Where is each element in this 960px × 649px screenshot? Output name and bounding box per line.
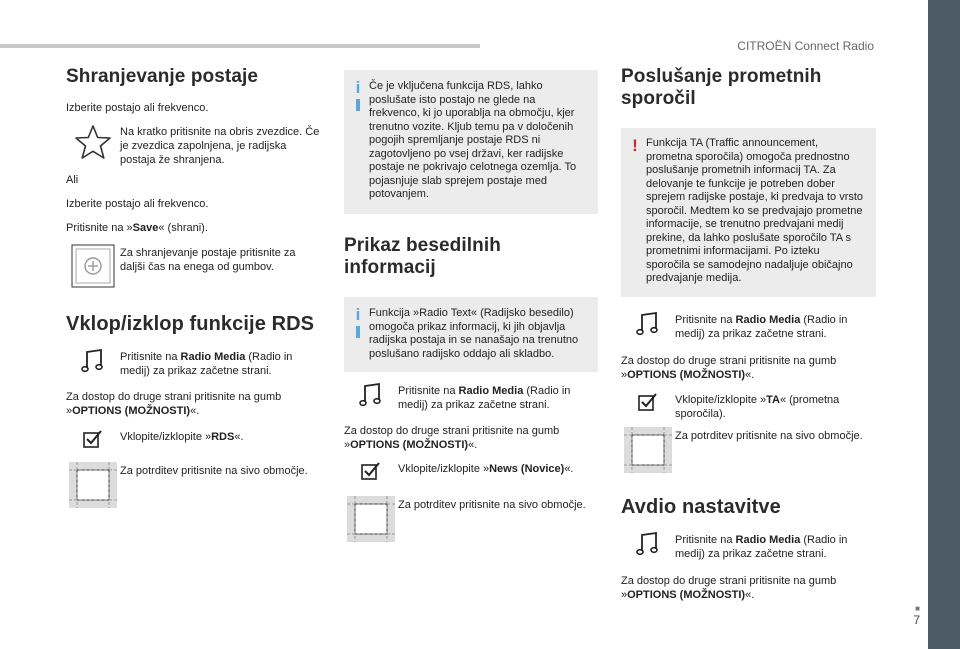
info-icon: i (353, 81, 363, 95)
step-star-text: Na kratko pritisnite na obris zvezdice. Če je zvezdica zapolnjena, je radijska postaja že shranjena. (120, 126, 320, 166)
plus-box-icon (66, 244, 120, 288)
step-toggle-ta-text: Vklopite/izklopite »TA« (prometna sporočila). (675, 393, 840, 420)
step-toggle-rds-text: Vklopite/izklopite »RDS«. (120, 431, 244, 443)
page-dot: ■ (915, 604, 920, 613)
music-note-icon (621, 531, 675, 557)
step-radio-media (344, 382, 598, 412)
instruction-text: Pritisnite na »Save« (shrani). (66, 222, 208, 234)
music-note-icon (621, 311, 675, 337)
checkbox-icon (66, 428, 120, 450)
music-note-icon (66, 348, 120, 374)
step-radio-media (621, 311, 876, 341)
step-confirm-text: Za potrditev pritisnite na sivo območje. (675, 429, 863, 442)
column-3 (621, 66, 876, 602)
step-confirm-text: Za potrditev pritisnite na sivo območje. (398, 499, 586, 511)
step-toggle-rds (66, 428, 322, 450)
step-toggle-news (344, 460, 598, 482)
or-text: Ali (66, 174, 79, 186)
step-confirm (621, 427, 876, 473)
step-radio-media (66, 348, 322, 378)
step-plus-text: Za shranjevanje postaje pritisnite za daljši čas na enega od gumbov. (120, 247, 296, 273)
section-title-radio-text: Prikaz besedilnih informacij (344, 235, 501, 278)
step-toggle-ta (621, 391, 876, 421)
options-text: Za dostop do druge strani pritisnite na gumb »OPTIONS (MOŽNOSTI)«. (66, 391, 282, 417)
warning-icon: ! (632, 136, 638, 155)
instruction-text: Izberite postajo ali frekvenco. (66, 198, 209, 210)
step-radio-media (621, 531, 876, 561)
grey-area-icon (66, 462, 120, 508)
column-1 (66, 66, 322, 508)
section-title-traffic: Poslušanje prometnih sporočil (621, 66, 822, 109)
step-confirm (344, 496, 598, 542)
step-star (66, 123, 322, 167)
section-title-audio: Avdio nastavitve (621, 495, 781, 518)
info-note-rds: i Če je vključena funkcija RDS, lahko poslušate isto postajo ne glede na frekvenco, ki jo uporablja na območju, kjer trenutno vozite. Kljub temu pa v določenih pogojih spremljanje postaje RDS ni zagotovljeno po vsej državi, ker radijske postaje ne pokrivajo celotnega ozemlja. To pojasnjuje slab sprejem postaje med potovanjem. (344, 70, 598, 214)
page-number-value: 7 (913, 613, 920, 627)
options-text: Za dostop do druge strani pritisnite na gumb »OPTIONS (MOŽNOSTI)«. (621, 354, 837, 381)
section-title-save-station: Shranjevanje postaje (66, 66, 259, 87)
step-radio-media-text: Pritisnite na Radio Media (Radio in medij) za prikaz začetne strani. (398, 385, 571, 411)
side-tab (928, 0, 960, 649)
page-number (913, 604, 920, 627)
warning-note-traffic: ! Funkcija TA (Traffic announcement, prometna sporočila) omogoča prednostno poslušanje prometnih informacij TA. Za delovanje te funkcije je potreben dober sprejem radijske postaje, ki predvaja to vrsto sporočil. Medtem ko se predvajajo prometne informacije, se trenutno predvajani medij prekine, da lahko poslušate sporočilo TA s prometnimi informacijami. Po izteku sporočila se samodejno nadaljuje običajno predvajanje medija. (621, 128, 876, 297)
step-radio-media-text: Pritisnite na Radio Media (Radio in medij) za prikaz začetne strani. (675, 533, 848, 560)
instruction-text: Izberite postajo ali frekvenco. (66, 102, 209, 114)
info-icon: i (353, 308, 363, 322)
grey-area-icon (621, 427, 675, 473)
step-radio-media-text: Pritisnite na Radio Media (Radio in medij) za prikaz začetne strani. (120, 351, 293, 377)
star-outline-icon (66, 123, 120, 161)
step-plus (66, 244, 322, 288)
step-toggle-news-text: Vklopite/izklopite »News (Novice)«. (398, 463, 574, 475)
options-text: Za dostop do druge strani pritisnite na gumb »OPTIONS (MOŽNOSTI)«. (344, 425, 560, 451)
music-note-icon (344, 382, 398, 408)
column-2 (344, 70, 598, 542)
checkbox-icon (344, 460, 398, 482)
header-rule (0, 44, 480, 48)
checkbox-icon (621, 391, 675, 413)
options-text: Za dostop do druge strani pritisnite na gumb »OPTIONS (MOŽNOSTI)«. (621, 574, 837, 601)
step-confirm-text: Za potrditev pritisnite na sivo območje. (120, 465, 308, 477)
step-confirm (66, 462, 322, 508)
grey-area-icon (344, 496, 398, 542)
info-note-radio-text: i Funkcija »Radio Text« (Radijsko besedilo) omogoča prikaz informacij, ki jih objavlja radijska postaja in se nanašajo na trenutno poslušano radijsko oddajo ali skladbo. (344, 297, 598, 372)
section-title-rds: Vklop/izklop funkcije RDS (66, 313, 315, 335)
brand-header: CITROËN Connect Radio (737, 39, 874, 53)
step-radio-media-text: Pritisnite na Radio Media (Radio in medij) za prikaz začetne strani. (675, 313, 848, 340)
